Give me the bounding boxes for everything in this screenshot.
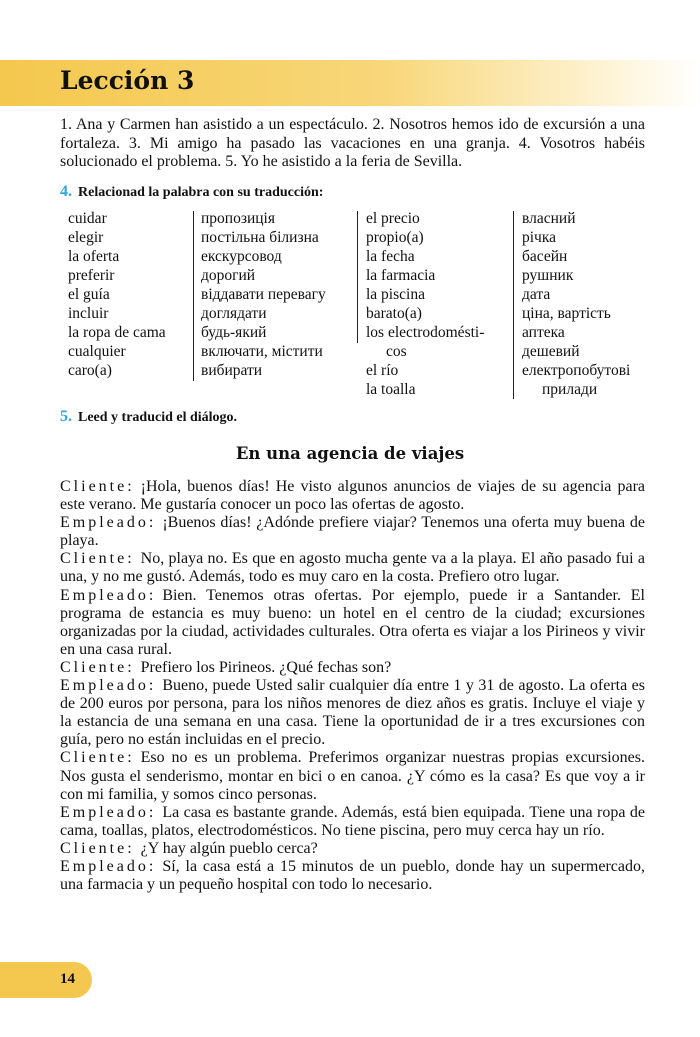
dialogue-line — [60, 677, 645, 749]
vocab-translation: ціна, вартість — [522, 305, 611, 322]
dialogue — [60, 478, 645, 894]
vocab-word: el precio — [366, 210, 420, 227]
dialogue-line — [60, 478, 645, 514]
speaker-label: Empleado: — [60, 857, 157, 875]
vocab-word: cuidar — [68, 210, 107, 227]
vocab-word: el guía — [68, 286, 110, 303]
speaker-label: Empleado: — [60, 514, 157, 532]
vocabulary-table — [60, 209, 645, 409]
dialogue-text: Bueno, puede Usted salir cualquier día entre 1 y 31 de agosto. La oferta es de 200 euros por persona, para los niños menores de diez años es gratis. Incluye el viaje y la estancia de una semana en una casa. Tiene la oportunidad de ir a tres excursiones con guía, pero no están incluidas en el precio. — [60, 677, 645, 749]
dialogue-line — [60, 514, 645, 550]
vocab-col-1 — [68, 209, 166, 380]
vocab-col-2 — [201, 209, 326, 380]
speaker-label: Cliente: — [60, 478, 135, 495]
vocab-word: preferir — [68, 267, 115, 284]
speaker-label: Empleado: — [60, 586, 157, 604]
vocab-divider — [193, 211, 194, 381]
vocab-translation: включати, містити — [201, 343, 323, 360]
dialogue-text: ¿Y hay algún pueblo cerca? — [140, 839, 318, 857]
speaker-label: Cliente: — [60, 658, 135, 676]
vocab-translation: пропозиція — [201, 210, 275, 227]
vocab-word: la ropa de cama — [68, 324, 166, 341]
vocab-translation: віддавати перевагу — [201, 286, 326, 303]
page-number-tab — [0, 962, 92, 998]
vocab-translation: аптека — [522, 324, 565, 341]
vocab-translation: дорогий — [201, 267, 256, 284]
dialogue-text: No, playa no. Es que en agosto mucha gente va a la playa. El año pasado fui a una, y no me gustó. Además, todo es muy caro en la costa. Prefiero otro lugar. — [60, 550, 645, 586]
page-number: 14 — [60, 971, 75, 987]
vocab-translation: електропобутові — [522, 362, 631, 379]
task-5-heading — [60, 408, 237, 426]
vocab-word: cualquier — [68, 343, 126, 360]
vocab-word: el río — [366, 362, 399, 379]
vocab-translation: постільна білизна — [201, 229, 319, 246]
vocab-word: los electrodomésti- — [366, 324, 485, 341]
dialogue-line — [60, 587, 645, 659]
task-4-text: Relacionad la palabra con su traducción: — [78, 185, 324, 200]
vocab-translation: екскурсовод — [201, 248, 282, 265]
task-5-text: Leed y traducid el diálogo. — [78, 410, 238, 425]
dialogue-title: En una agencia de viajes — [235, 444, 465, 463]
vocab-word: cos — [386, 343, 407, 360]
vocab-word: la oferta — [68, 248, 120, 265]
dialogue-line — [60, 858, 645, 894]
dialogue-text: ¡Hola, buenos días! He visto algunos anuncios de viajes de su agencia para este verano. Me gustaría conocer un poco las ofertas de agosto. — [60, 478, 645, 514]
vocab-translation: вибирати — [201, 362, 263, 379]
dialogue-line — [60, 749, 645, 803]
dialogue-text: ¡Buenos días! ¿Adónde prefiere viajar? Tenemos una oferta muy buena de playa. — [60, 514, 645, 550]
dialogue-line — [60, 804, 645, 840]
speaker-label: Cliente: — [60, 749, 135, 767]
vocab-divider — [357, 211, 358, 343]
speaker-label: Empleado: — [60, 803, 157, 821]
task-4-number: 4. — [60, 183, 72, 200]
vocab-col-4 — [522, 209, 630, 399]
dialogue-line — [60, 840, 645, 858]
vocab-word: la piscina — [366, 286, 425, 303]
vocab-translation: будь-який — [201, 324, 267, 341]
vocab-word: propio(a) — [366, 229, 424, 246]
vocab-word: barato(a) — [366, 305, 422, 322]
vocab-translation: прилади — [542, 381, 598, 398]
vocab-word: incluir — [68, 305, 109, 322]
vocab-translation: басейн — [522, 248, 568, 265]
speaker-label: Cliente: — [60, 550, 135, 568]
vocab-translation: річка — [522, 229, 557, 246]
vocab-divider — [513, 211, 514, 399]
dialogue-text: Eso no es un problema. Preferimos organizar nuestras propias excursiones. Nos gusta el senderismo, montar en bici o en canoa. ¿Y cómo es la casa? Es que voy a ir con mi familia, y somos cinco personas. — [60, 749, 645, 803]
vocab-col-3 — [366, 209, 484, 399]
vocab-word: caro(a) — [68, 362, 112, 379]
dialogue-text: Prefiero los Pirineos. ¿Qué fechas son? — [140, 658, 392, 676]
intro-paragraph: 1. Ana y Carmen han asistido a un espectáculo. 2. Nosotros hemos ido de excursión a una fortaleza. 3. Mi amigo ha pasado las vacaciones en una granja. 4. Vosotros habéis solucionado el problema. 5. Yo he asistido a la feria de Sevilla. — [60, 116, 645, 171]
vocab-translation: доглядати — [201, 305, 267, 322]
vocab-translation: власний — [522, 210, 576, 227]
task-4-heading — [60, 183, 323, 201]
dialogue-text: La casa es bastante grande. Además, está bien equipada. Tiene una ropa de cama, toallas, platos, electrodomésticos. No tiene piscina, pero muy cerca hay un río. — [60, 803, 645, 839]
lesson-title: Lección 3 — [60, 66, 195, 95]
dialogue-text: Bien. Tenemos otras ofertas. Por ejemplo, puede ir a Santander. El programa de estancia es muy bueno: un hotel en el centro de la ciudad; excursiones organizadas por la ciudad, actividades culturales. Otra oferta es viajar a los Pirineos y vivir en una casa rural. — [60, 586, 645, 658]
dialogue-line — [60, 659, 645, 677]
vocab-word: elegir — [68, 229, 104, 246]
speaker-label: Cliente: — [60, 839, 135, 857]
task-5-number: 5. — [60, 408, 72, 425]
dialogue-text: Sí, la casa está a 15 minutos de un pueblo, donde hay un supermercado, una farmacia y un pequeño hospital con todo lo necesario. — [60, 857, 645, 894]
vocab-word: la toalla — [366, 381, 416, 398]
dialogue-line — [60, 550, 645, 586]
vocab-translation: рушник — [522, 267, 574, 284]
vocab-translation: дешевий — [522, 343, 580, 360]
speaker-label: Empleado: — [60, 677, 157, 695]
vocab-word: la fecha — [366, 248, 415, 265]
vocab-translation: дата — [522, 286, 551, 303]
vocab-word: la farmacia — [366, 267, 436, 284]
